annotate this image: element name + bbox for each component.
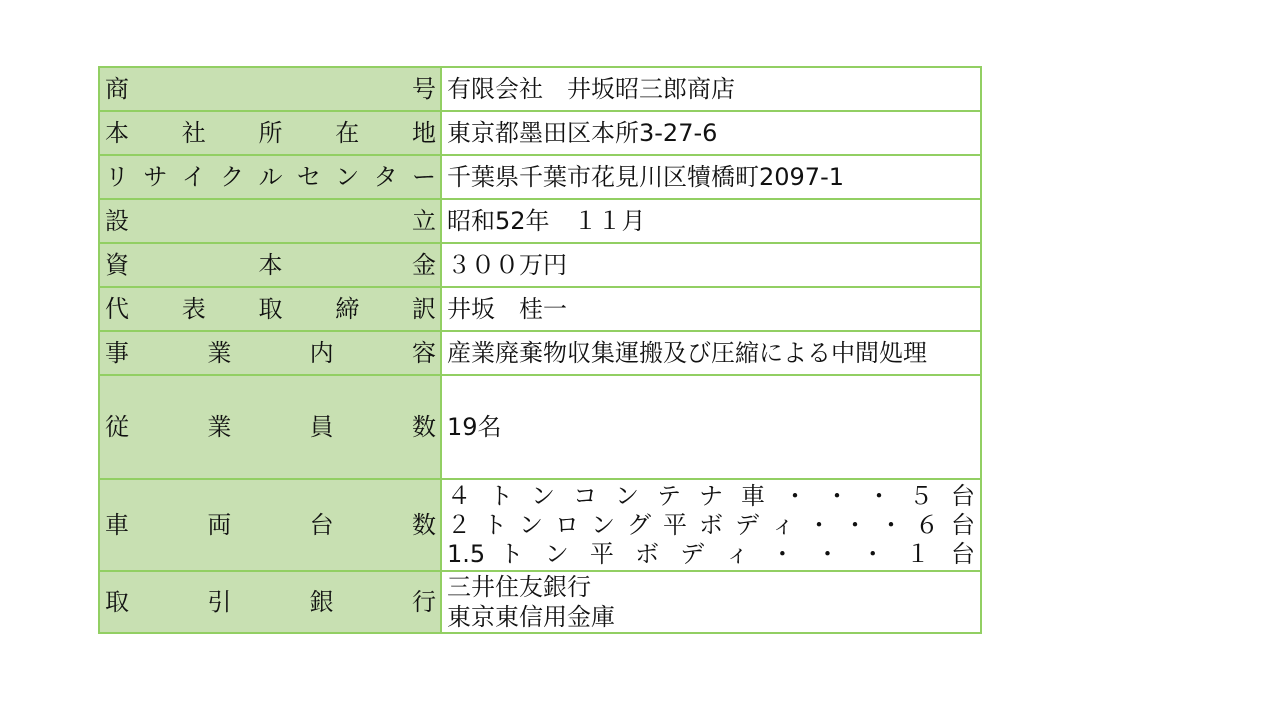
value-cell [441,155,981,199]
row-value: 19名 [447,413,502,441]
label-cell [99,111,441,155]
vehicle-line: 1.5 ト ン 平 ボ デ ィ ・ ・ ・ １ 台 [447,539,975,568]
row-label: 資 本 金 [105,251,436,279]
value-cell [441,199,981,243]
value-cell [441,243,981,287]
row-label: 従 業 員 数 [105,413,436,441]
value-cell [441,479,981,571]
row-label: 本 社 所 在 地 [105,119,436,147]
value-cell [441,67,981,111]
value-cell [441,111,981,155]
value-cell [441,571,981,633]
table-row [99,571,981,633]
value-cell [441,331,981,375]
row-label: 取 引 銀 行 [105,588,436,616]
label-cell [99,479,441,571]
vehicle-line: ２ ト ン ロ ン グ 平 ボ デ ィ ・ ・ ・ ６ 台 [447,510,975,539]
row-label: 設 立 [105,207,436,235]
row-value: 井坂 桂一 [447,295,567,323]
row-value: 昭和52年 １１月 [447,207,646,235]
row-value: 有限会社 井坂昭三郎商店 [447,75,735,103]
label-cell [99,199,441,243]
table-row [99,111,981,155]
label-cell [99,67,441,111]
table-row [99,287,981,331]
row-label: リ サ イ ク ル セ ン タ ー [105,163,436,191]
company-profile-table [98,66,982,634]
table-row [99,67,981,111]
table-row [99,331,981,375]
label-cell [99,155,441,199]
row-label: 事 業 内 容 [105,339,436,367]
table-row [99,375,981,479]
label-cell [99,287,441,331]
label-cell [99,331,441,375]
table-row [99,243,981,287]
label-cell [99,571,441,633]
row-label: 代 表 取 締 訳 [105,295,436,323]
label-cell [99,375,441,479]
row-value: 東京都墨田区本所3-27-6 [447,119,718,147]
table-row [99,155,981,199]
row-value: 産業廃棄物収集運搬及び圧縮による中間処理 [447,339,927,367]
table-row [99,479,981,571]
value-cell [441,287,981,331]
row-value: ３００万円 [447,251,567,279]
bank-line: 東京東信用金庫 [447,603,615,631]
row-value: 千葉県千葉市花見川区犢橋町2097-1 [447,163,845,191]
value-cell [441,375,981,479]
bank-line: 三井住友銀行 [447,573,591,601]
table-row [99,199,981,243]
label-cell [99,243,441,287]
row-label: 車 両 台 数 [105,511,436,539]
row-label: 商 号 [105,75,436,103]
vehicle-line: ４ ト ン コ ン テ ナ 車 ・ ・ ・ ５ 台 [447,481,975,510]
